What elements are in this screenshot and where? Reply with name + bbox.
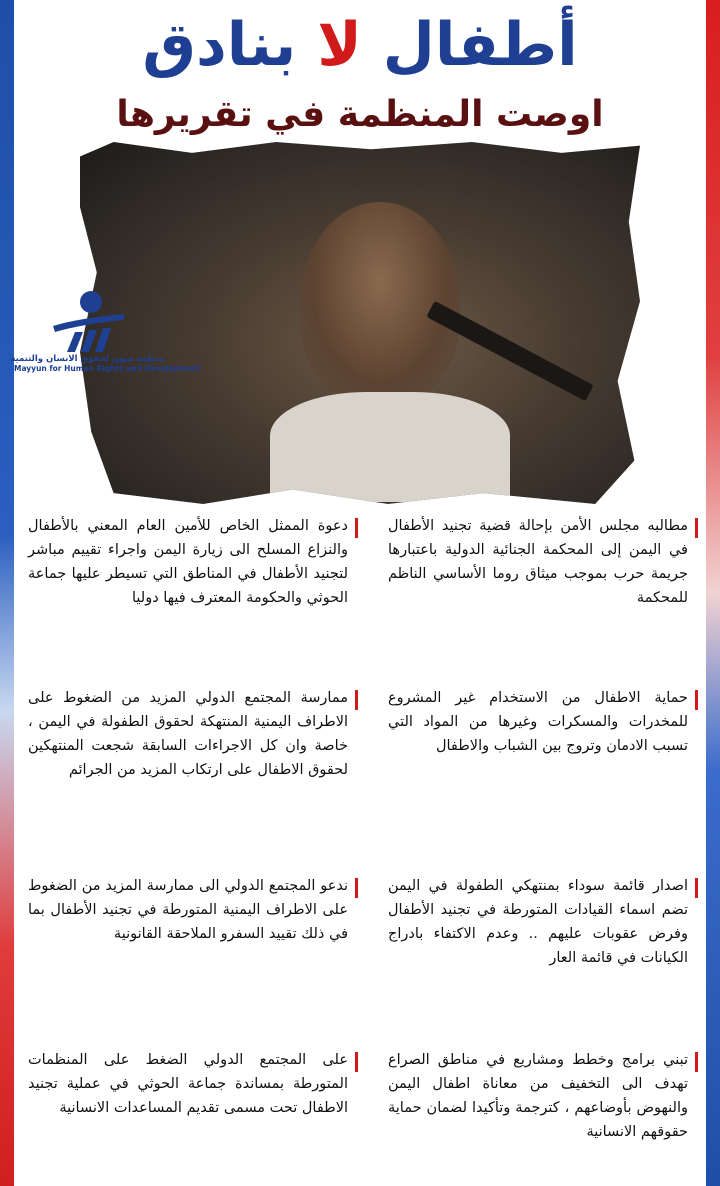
- organization-logo: [10, 288, 201, 398]
- recommendation-2-left: ممارسة المجتمع الدولي المزيد من الضغوط على الاطراف اليمنية المنتهكة لحقوق الطفولة في اليمن ، خاصة وان كل الاجراءات السابقة شجعت المنتهكين لحقوق الاطفال على ارتكاب المزيد من الجرائم: [28, 686, 358, 782]
- recommendation-2-right: حماية الاطفال من الاستخدام غير المشروع للمخدرات والمسكرات وغيرها من المواد التي تسبب الادمان وتروج بين الشباب والاطفال: [388, 686, 698, 758]
- title-word-1: أطفال: [382, 10, 578, 80]
- right-flag-border: [706, 0, 720, 1186]
- logo-name-arabic: منظمة ميون لحقوق الانسان والتنمية: [10, 354, 164, 364]
- recommendation-4-right: تبني برامج وخطط ومشاريع في مناطق الصراع تهدف الى التخفيف من معاناة اطفال اليمن والنهوض بأوضاعهم ، كترجمة وتأكيدا لضمان حماية حقوقهم الانسانية: [388, 1048, 698, 1144]
- page-title: [40, 8, 680, 82]
- title-word-2: بنادق: [142, 10, 297, 80]
- logo-name-english: Mayyun for Human Rights and Development: [14, 364, 201, 373]
- left-flag-border: [0, 0, 14, 1186]
- recommendation-1-right: مطالبه مجلس الأمن بإحالة قضية تجنيد الأطفال في اليمن إلى المحكمة الجنائية الدولية باعتبارها جريمة حرب بموجب ميثاق روما الأساسي الناظم للمحكمة: [388, 514, 698, 610]
- recommendation-4-left: على المجتمع الدولي الضغط على المنظمات المتورطة بمساندة جماعة الحوثي في عملية تجنيد الاطفال تحت مسمى تقديم المساعدات الانسانية: [28, 1048, 358, 1120]
- title-accent-word: لا: [317, 10, 362, 80]
- recommendation-3-left: ندعو المجتمع الدولي الى ممارسة المزيد من الضغوط على الاطراف اليمنية المتورطة في تجنيد الأطفال بما في ذلك تقييد السفرو الملاحقة القانونية: [28, 874, 358, 946]
- page-subtitle: اوصت المنظمة في تقريرها: [116, 94, 604, 135]
- recommendation-3-right: اصدار قائمة سوداء بمنتهكي الطفولة في اليمن تضم اسماء القيادات المتورطة في تجنيد الأطفال وفرض عقوبات عليهم .. وعدم الاكتفاء بادراج الكيانات في قائمة العار: [388, 874, 698, 970]
- child-clothing: [270, 392, 510, 502]
- child-soldier-photo: [80, 142, 640, 504]
- recommendation-1-left: دعوة الممثل الخاص للأمين العام المعني بالأطفال والنزاع المسلح الى زيارة اليمن واجراء تقييم مباشر لتجنيد الأطفال في المناطق التي تسيطر عليها جماعة الحوثي والحكومة المعترف فيها دوليا: [28, 514, 358, 610]
- mwatana-logo-icon: [49, 288, 129, 354]
